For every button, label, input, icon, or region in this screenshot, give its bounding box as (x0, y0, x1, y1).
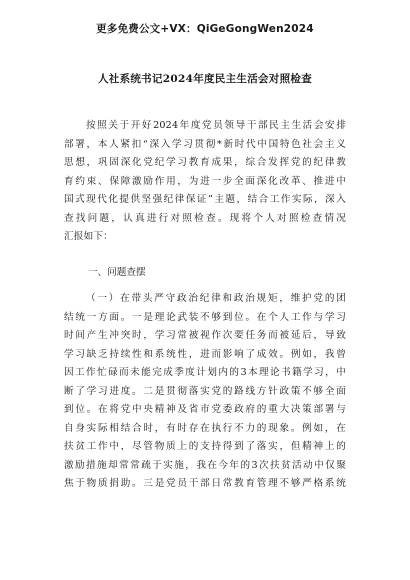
paragraph-line: 部署，本人紧扣“深入学习贯彻*新时代中国特色社会主义 (64, 138, 346, 150)
paragraph-line: 断了学习进度。二是贯彻落实党的路线方针政策不够全面 (64, 385, 346, 397)
section-heading: 一、问题查摆 (88, 267, 146, 278)
paragraph-line: 查找问题，认真进行对照检查。现将个人对照检查情况 (64, 212, 346, 224)
paragraph-line: 到位。在将党中央精神及省市党委政府的重大决策部署与 (64, 404, 346, 415)
paragraph-intro (64, 117, 346, 247)
paragraph-line: （一）在带头严守政治纪律和政治规矩，维护党的团 (86, 293, 346, 304)
paragraph-line: 结统一方面。一是理论武装不够到位。在个人工作与学习 (64, 311, 346, 323)
watermark-text: 更多免费公文+VX：QiGeGongWen2024 (96, 23, 314, 35)
paragraph-issues (64, 290, 346, 494)
paragraph-line: 汇报如下： (64, 231, 113, 242)
paragraph-line: 因工作忙碌而未能完成季度计划内的3本理论书籍学习，中 (64, 367, 346, 378)
paragraph-line: 育约束、保障激励作用，为进一步全面深化改革、推进中 (64, 175, 346, 187)
paragraph-line: 扶贫工作中，尽管物质上的支持得到了落实，但精神上的 (64, 441, 346, 452)
paragraph-line: 焦于物质捐助。三是党员干部日常教育管理不够严格系统 (64, 478, 346, 489)
paragraph-line: 按照关于开好2024年度党员领导干部民主生活会安排 (86, 120, 346, 131)
paragraph-line: 时间产生冲突时，学习常被视作次要任务而被延后，导致 (64, 330, 346, 341)
paragraph-line: 思想，巩固深化党纪学习教育成果，综合发挥党的纪律教 (64, 157, 346, 168)
paragraph-line: 学习缺乏持续性和系统性，进而影响了成效。例如，我曾 (64, 348, 346, 360)
document-title: 人社系统书记2024年度民主生活会对照检查 (97, 73, 313, 85)
paragraph-line: 自身实际相结合时，有时存在执行不力的现象。例如，在 (64, 422, 346, 434)
paragraph-line: 激励措施却常常疏于实施，我在今年的3次扶贫活动中仅聚 (64, 459, 346, 471)
paragraph-line: 国式现代化提供坚强纪律保证”主题，结合工作实际，深入 (64, 194, 346, 205)
